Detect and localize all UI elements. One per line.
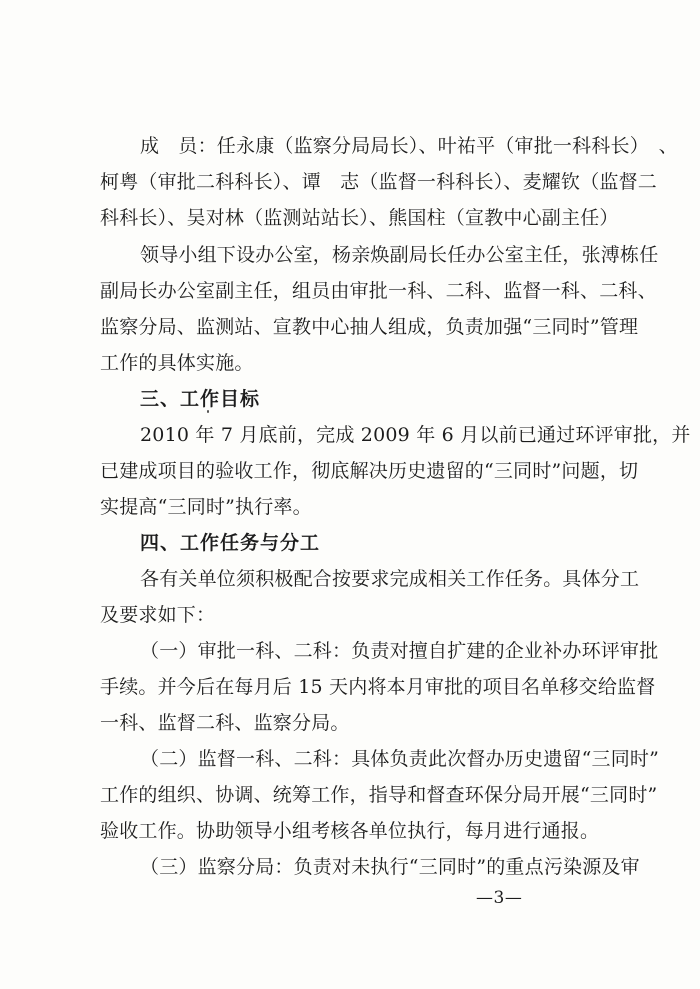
text-line-goals-paragraph: 2010 年 7 月底前，完成 2009 年 6 月以前已通过环评审批，并 (140, 424, 691, 446)
section-heading-tasks: 四、工作任务与分工 (140, 532, 321, 554)
text-line-item-three: （三）监察分局：负责对未执行“三同时”的重点污染源及审 (140, 856, 640, 878)
section-heading-work-goals: 三、工作目标 (140, 388, 261, 410)
text-line-tasks-intro: 各有关单位须积极配合按要求完成相关工作任务。具体分工 (140, 568, 640, 590)
text-line: 验收工作。协助领导小组考核各单位执行，每月进行通报。 (100, 820, 600, 842)
text-line: 副局长办公室副主任，组员由审批一科、二科、监督一科、二科、 (100, 280, 657, 302)
text-line: 科科长）、吴对林（监测站站长）、熊国柱（宣教中心副主任） (100, 207, 619, 229)
text-line: 一科、监督二科、监察分局。 (100, 712, 350, 734)
text-line: 柯粤（审批二科科长）、谭 志（监督一科科长）、麦耀钦（监督二 (100, 171, 658, 193)
text-line-item-one: （一）审批一科、二科：负责对擅自扩建的企业补办环评审批 (140, 640, 659, 662)
page-number: —3— (476, 888, 523, 908)
text-line: 工作的具体实施。 (100, 352, 254, 374)
text-line: 监察分局、监测站、宣教中心抽人组成，负责加强“三同时”管理 (100, 316, 639, 338)
text-line: 手续。并今后在每月后 15 天内将本月审批的项目名单移交给监督 (100, 676, 656, 698)
scan-speck (207, 410, 209, 413)
text-line: 工作的组织、协调、统筹工作，指导和督查环保分局开展“三同时” (100, 784, 658, 806)
text-line-members: 成 员：任永康（监察分局局长）、叶祐平（审批一科科长） 、 (140, 135, 678, 157)
text-line-item-two: （二）监督一科、二科：具体负责此次督办历史遗留“三同时” (140, 748, 660, 770)
text-line: 及要求如下： (100, 604, 216, 626)
text-line: 实提高“三同时”执行率。 (100, 496, 312, 518)
text-line-office-paragraph: 领导小组下设办公室，杨亲焕副局长任办公室主任，张溥栋任 (140, 244, 659, 266)
text-line: 已建成项目的验收工作，彻底解决历史遗留的“三同时”问题，切 (100, 460, 639, 482)
